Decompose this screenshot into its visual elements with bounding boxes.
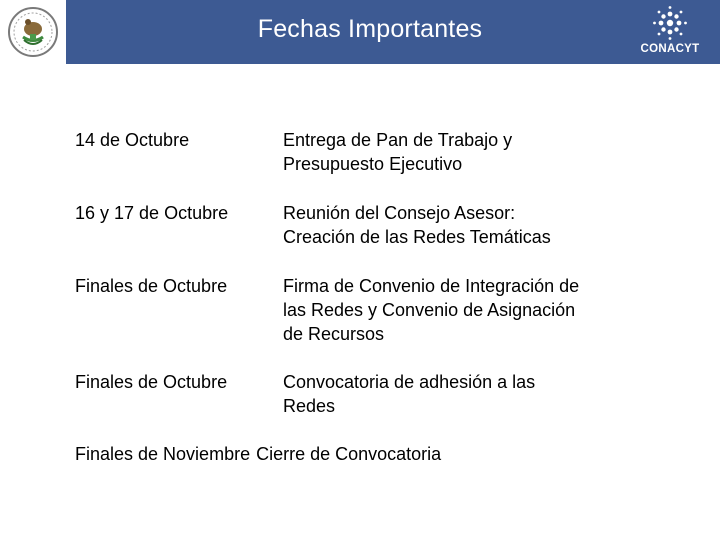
- event-description: Cierre de Convocatoria: [256, 444, 442, 464]
- mexican-coat-of-arms-icon: [7, 6, 59, 58]
- event-description: Entrega de Pan de Trabajo y Presupuesto Ejecutivo: [283, 130, 513, 174]
- conacyt-emblem-icon: [636, 6, 704, 42]
- coat-of-arms-logo: [0, 0, 66, 64]
- event-date: Finales de Octubre: [75, 276, 228, 296]
- title-band: [66, 0, 720, 64]
- event-row: [75, 370, 535, 418]
- event-row: [75, 201, 551, 249]
- event-row: [75, 442, 441, 466]
- event-row: [75, 128, 512, 176]
- event-date: 14 de Octubre: [75, 130, 190, 150]
- header: [0, 0, 720, 64]
- page-title: Fechas Importantes: [257, 15, 483, 43]
- event-row: [75, 274, 579, 346]
- conacyt-logo: [636, 6, 704, 60]
- event-date: Finales de Noviembre: [75, 444, 251, 464]
- conacyt-logo-text: CONACYT: [640, 43, 700, 55]
- event-description: Reunión del Consejo Asesor: Creación de las Redes Temáticas: [283, 203, 551, 247]
- event-date: Finales de Octubre: [75, 372, 228, 392]
- event-description: Convocatoria de adhesión a las Redes: [283, 372, 536, 416]
- event-date: 16 y 17 de Octubre: [75, 203, 229, 223]
- event-description: Firma de Convenio de Integración de las Redes y Convenio de Asignación de Recursos: [283, 276, 580, 344]
